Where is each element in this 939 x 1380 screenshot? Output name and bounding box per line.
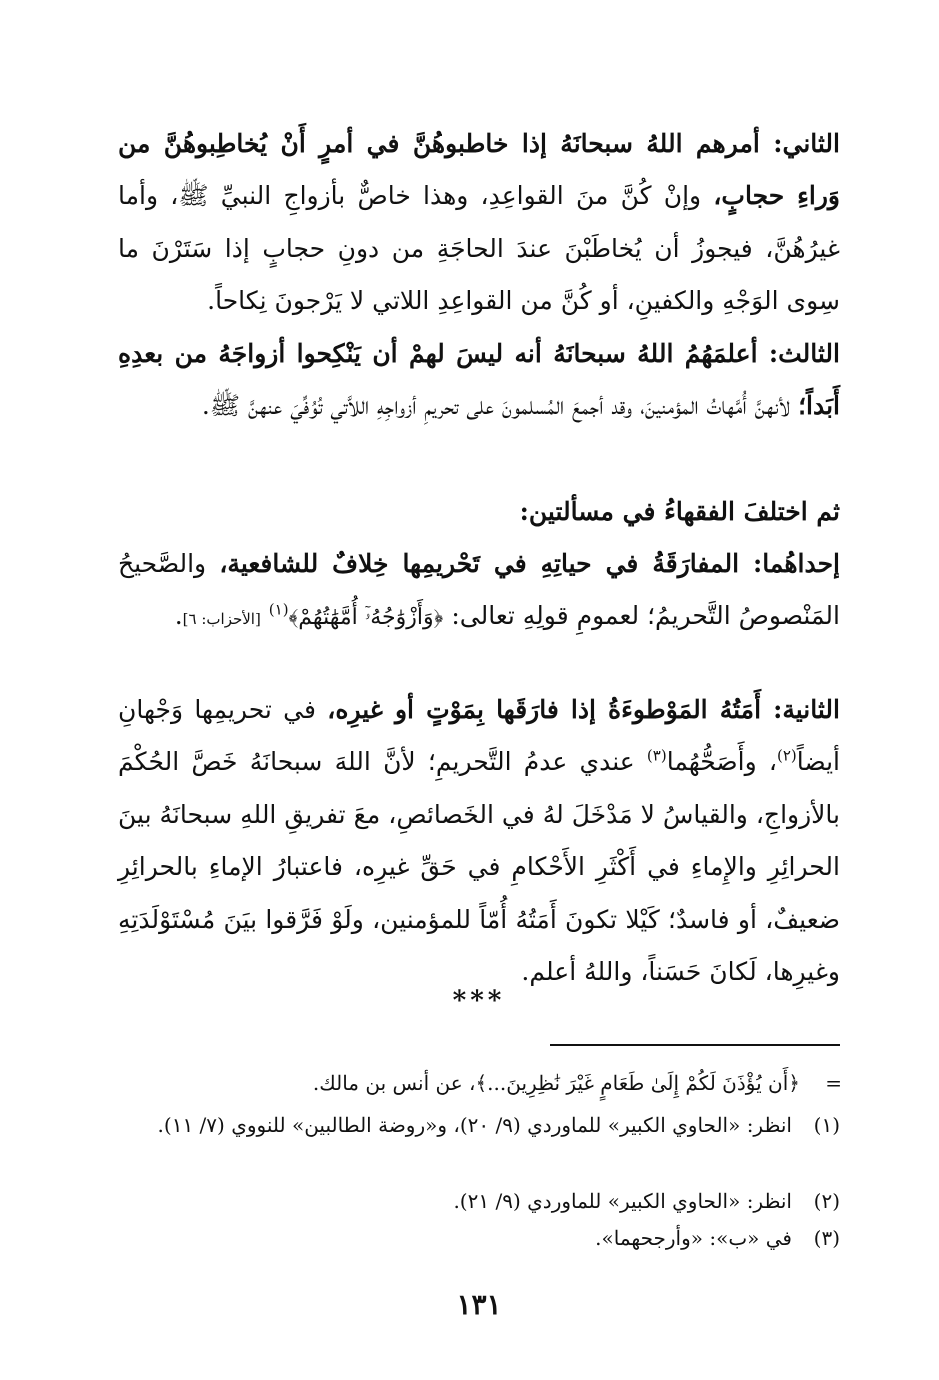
paragraph-third: [118, 328, 840, 433]
verse-reference: [الأحزاب: ٦]: [182, 610, 261, 629]
footnote-number: (٣): [813, 1226, 840, 1250]
footnote-marker: (٣): [646, 747, 667, 766]
footnote-number: (١): [813, 1113, 840, 1137]
paragraph-second-issue: [118, 684, 840, 998]
paragraph-body: والصَّحيحُ المَنْصوصُ التَّحريمُ؛ لعمومِ قولِهِ تعالى:: [118, 549, 840, 631]
footnote-text: في «ب»: «وأرجحهما».: [595, 1226, 792, 1250]
footnote-number: (٢): [813, 1189, 840, 1213]
paragraph-heading: الثاني: أمرهم اللهُ سبحانَهُ إذا خاطبوهُنَّ في أمرٍ أَنْ يُخاطِبوهُنَّ من وَراءِ حجابٍ،: [118, 129, 840, 211]
paragraph-body: ، وأَصَحُّهُما: [666, 747, 777, 777]
footnote-2: [118, 1184, 840, 1218]
paragraph-heading: الثانية: أَمَتُهُ المَوْطوءَةُ إذا فارَقَها بِمَوْتٍ أو غيرِه،: [327, 695, 840, 724]
footnote-rule: [550, 1044, 840, 1046]
paragraph-heading: الثالث: أعلمَهُمُ اللهُ سبحانَهُ أنه ليسَ لهمْ أن يَنْكِحوا أزواجَهُ من بعدِهِ أَبَداً؛: [118, 339, 840, 421]
footnote-text: ﴿أَن يُؤْذَنَ لَكُمْ إِلَىٰ طَعَامٍ غَيْرَ نَٰظِرِينَ...﴾، عن أنس بن مالك.: [312, 1071, 800, 1095]
footnote-text: انظر: «الحاوي الكبير» للماوردي (٩/ ٢١).: [453, 1189, 792, 1213]
footnote-marker: (١): [268, 601, 289, 620]
section-separator: ***: [452, 986, 506, 1016]
continuation-mark: =: [825, 1071, 842, 1095]
book-page: [118, 118, 840, 1348]
section-heading: ثم اختلفَ الفقهاءُ في مسألتين:: [519, 497, 840, 526]
footnote-continuation: [118, 1066, 840, 1100]
footnote-1: [118, 1108, 840, 1142]
paragraph-body: عندي عدمُ التَّحريمِ؛ لأنَّ اللهَ سبحانَهُ خَصَّ الحُكْمَ بالأزواجِ، والقياسُ لا مَدْخَلَ لهُ في الخَصائصِ، معَ تفريقِ اللهِ سبحانَهُ بينَ الحرائِرِ والإِماءِ في أَكْثَرِ الأَحْكامِ في حَقِّ غيرِه، فاعتبارُ الإماءِ بالحرائِرِ ضعيفٌ، أو فاسدٌ؛ كَيْلا تكونَ أَمَتُهُ أُمّاً للمؤمنين، ولَوْ فَرَّقوا بيَنَ مُسْتَوْلَدَتِهِ وغيرِها، لَكانَ حَسَناً، واللهُ أعلم.: [118, 747, 840, 987]
paragraph-body: في تحريمِها وَجْهانِ أيضاً: [118, 695, 840, 777]
page-number: ١٣١: [456, 1288, 502, 1321]
quran-verse: ﴿وَأَزْوَٰجُهُۥٓ أُمَّهَٰتُهُمْ﴾: [288, 605, 444, 631]
footnote-marker: (٢): [777, 747, 797, 766]
paragraph-body: لأنهنَّ أُمَّهاتُ المؤمنينَ، وقد أجمعَ المُسلمونَ على تحريمِ أزواجِهِ اللاَّتي تُوُفِّيَ عنهنَّ ﷺ.: [201, 391, 799, 421]
paragraph-heading: إحداهُما: المفارَقَةُ في حياتِهِ في تَحْريمِها خِلافٌ للشافعية،: [219, 549, 840, 578]
footnote-text: انظر: «الحاوي الكبير» للماوردي (٩/ ٢٠)، و«روضة الطالبين» للنووي (٧/ ١١).: [157, 1113, 792, 1137]
footnote-3: [118, 1221, 840, 1255]
paragraph-first-issue: [118, 538, 840, 646]
paragraph-body: وإنْ كُنَّ منَ القواعِدِ، وهذا خاصٌّ بأزواجِ النبيِّ ﷺ، وأما غيرُهُنَّ، فيجوزُ أن يُخاطَبْنَ عندَ الحاجَةِ من دونِ حجابٍ إذا سَتَرْنَ ما سِوى الوَجْهِ والكفينِ، أو كُنَّ من القواعِدِ اللاتي لا يَرْجونَ نِكاحاً.: [118, 181, 840, 316]
paragraph-second: [118, 118, 840, 328]
paragraph-end: .: [174, 601, 183, 631]
